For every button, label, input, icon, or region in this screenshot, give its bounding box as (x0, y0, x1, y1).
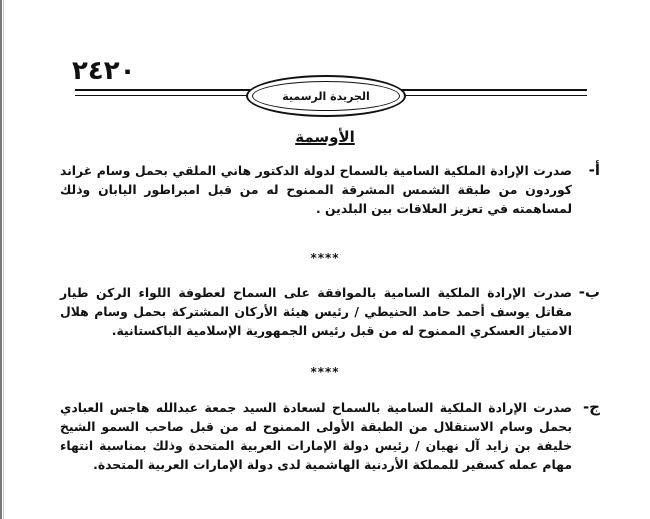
item-text: صدرت الإرادة الملكية السامية بالسماح لسعادة السيد جمعة عبدالله هاجس العبادي بحمل وسام الاستقلال من الطبقة الأولى الممنوح له من قبل صاحب السمو الشيخ خليفة بن زايد آل نهيان / رئيس دولة الإمارات العربية المتحدة وذلك بمناسبة انتهاء مهام عمله كسفير للمملكة الأردنية الهاشمية لدى دولة الإمارات العربية المتحدة. (60, 400, 572, 472)
item-letter: أ- (588, 161, 600, 179)
item-text: صدرت الإرادة الملكية السامية بالموافقة على السماح لعطوفة اللواء الركن طيار مقاتل يوسف أحمد حامد الحنيطي / رئيس هيئة الأركان المشتركة بحمل وسام هلال الامتياز العسكري الممنوح له من قبل رئيس الجمهورية الإسلامية الباكستانية. (60, 285, 572, 338)
item-letter: ب- (578, 283, 600, 301)
section-title: الأوسمة (295, 128, 355, 146)
separator-stars: **** (310, 251, 340, 265)
decree-item-c (60, 398, 600, 474)
separator-stars: **** (310, 365, 340, 379)
page-number: ٢٤٢٠ (72, 56, 136, 86)
masthead-title: الجريدة الرسمية (282, 89, 370, 103)
decree-item-b (60, 283, 600, 340)
item-letter: ج- (582, 398, 600, 416)
item-text: صدرت الإرادة الملكية السامية بالسماح لدولة الدكتور هاني الملقي بحمل وسام غراند كوردون من طبقة الشمس المشرقة الممنوح له من قبل امبراطور اليابان وذلك لمساهمته في تعزيز العلاقات بين البلدين . (60, 163, 572, 216)
masthead-oval (246, 75, 406, 117)
decree-item-a (60, 161, 600, 218)
